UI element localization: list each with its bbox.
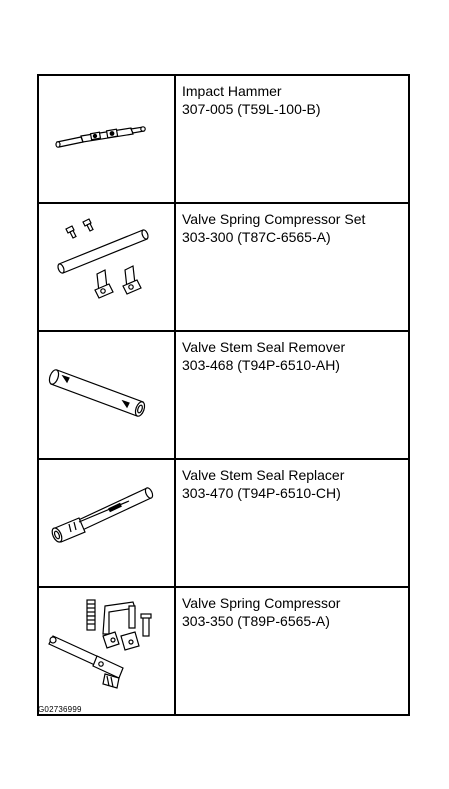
valve-spring-compressor-set-icon [39, 204, 174, 324]
impact-hammer-icon [39, 76, 174, 196]
tool-illustration-cell [38, 331, 175, 459]
special-tools-table [37, 74, 410, 716]
valve-stem-seal-remover-icon [39, 332, 174, 452]
tool-name: Impact Hammer [182, 83, 282, 99]
tool-illustration-cell [38, 203, 175, 331]
tool-illustration-cell [38, 75, 175, 203]
tool-name: Valve Spring Compressor [182, 595, 341, 611]
tool-illustration-cell [38, 587, 175, 715]
tool-part-number: 303-300 (T87C-6565-A) [182, 229, 331, 245]
tool-row-valve-spring-compressor-set [38, 203, 409, 331]
tool-row-valve-stem-seal-replacer [38, 459, 409, 587]
tool-part-number: 303-350 (T89P-6565-A) [182, 613, 330, 629]
figure-code: G02736999 [38, 705, 82, 714]
tool-row-impact-hammer [38, 75, 409, 203]
tool-description-cell [175, 203, 409, 331]
tool-part-number: 303-468 (T94P-6510-AH) [182, 357, 340, 373]
tool-row-valve-spring-compressor [38, 587, 409, 715]
tool-row-valve-stem-seal-remover [38, 331, 409, 459]
tool-name: Valve Stem Seal Remover [182, 339, 346, 355]
tool-description-cell [175, 331, 409, 459]
tool-name: Valve Stem Seal Replacer [182, 467, 345, 483]
tool-name: Valve Spring Compressor Set [182, 211, 366, 227]
valve-spring-compressor-icon [39, 588, 174, 708]
tool-description-cell [175, 587, 409, 715]
tool-description-cell [175, 459, 409, 587]
tool-illustration-cell [38, 459, 175, 587]
tool-part-number: 303-470 (T94P-6510-CH) [182, 485, 341, 501]
tool-part-number: 307-005 (T59L-100-B) [182, 101, 321, 117]
valve-stem-seal-replacer-icon [39, 460, 174, 580]
tool-description-cell [175, 75, 409, 203]
